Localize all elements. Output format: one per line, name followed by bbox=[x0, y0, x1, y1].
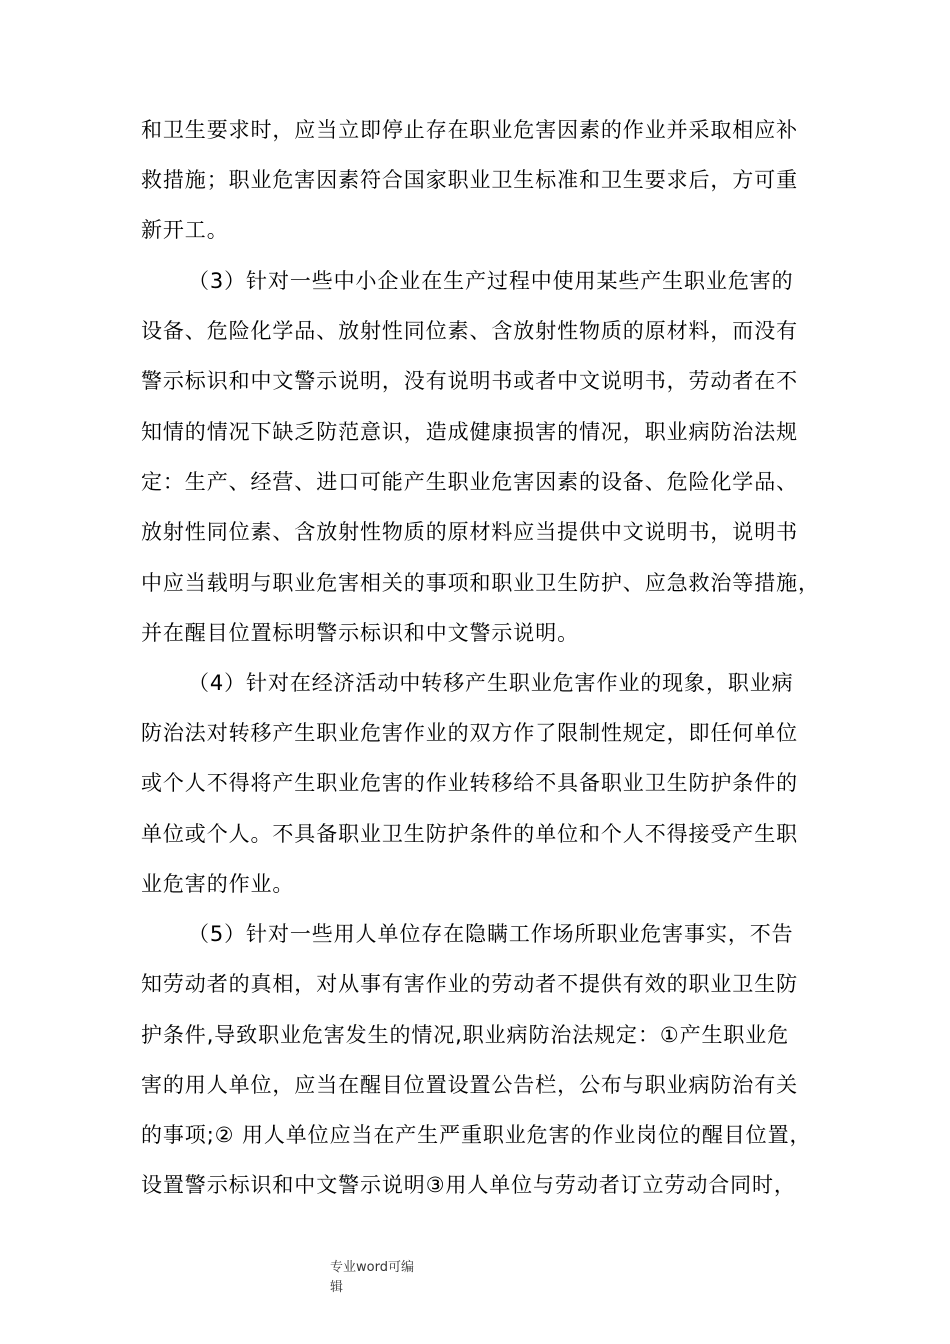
body-text-line: 业危害的作业。 bbox=[141, 872, 295, 896]
body-text-line: 定：生产、经营、进口可能产生职业危害因素的设备、危险化学品、 bbox=[141, 470, 798, 494]
body-text-line: 或个人不得将产生职业危害的作业转移给不具备职业卫生防护条件的 bbox=[141, 771, 798, 795]
paragraph-5-first-line: （5）针对一些用人单位存在隐瞒工作场所职业危害事实，不告 bbox=[188, 922, 794, 946]
page-footer bbox=[330, 1258, 440, 1298]
body-text-line: 和卫生要求时，应当立即停止存在职业危害因素的作业并采取相应补 bbox=[141, 118, 798, 142]
body-text-line: 设备、危险化学品、放射性同位素、含放射性物质的原材料，而没有 bbox=[141, 319, 798, 343]
body-text-line: 的事项;② 用人单位应当在产生严重职业危害的作业岗位的醒目位置， bbox=[141, 1123, 812, 1147]
body-text-line: 新开工。 bbox=[141, 218, 229, 242]
body-text-line: 防治法对转移产生职业危害作业的双方作了限制性规定，即任何单位 bbox=[141, 721, 798, 745]
body-text-line: 知情的情况下缺乏防范意识，造成健康损害的情况，职业病防治法规 bbox=[141, 420, 798, 444]
body-text-line: 设置警示标识和中文警示说明③用人单位与劳动者订立劳动合同时， bbox=[141, 1173, 796, 1197]
body-text-line: 中应当载明与职业危害相关的事项和职业卫生防护、应急救治等措施， bbox=[141, 571, 820, 595]
paragraph-3-first-line: （3）针对一些中小企业在生产过程中使用某些产生职业危害的 bbox=[188, 269, 794, 293]
body-text-line: 警示标识和中文警示说明，没有说明书或者中文说明书，劳动者在不 bbox=[141, 369, 798, 393]
body-text-line: 放射性同位素、含放射性物质的原材料应当提供中文说明书，说明书 bbox=[141, 520, 798, 544]
body-text-line: 护条件,导致职业危害发生的情况,职业病防治法规定：①产生职业危 bbox=[141, 1023, 790, 1047]
footer-text-line-1: 专业word可编 bbox=[330, 1260, 414, 1275]
footer-text-line-2: 辑 bbox=[330, 1280, 344, 1295]
body-text-line: 知劳动者的真相，对从事有害作业的劳动者不提供有效的职业卫生防 bbox=[141, 972, 798, 996]
body-text-line: 单位或个人。不具备职业卫生防护条件的单位和个人不得接受产生职 bbox=[141, 822, 798, 846]
paragraph-4-first-line: （4）针对在经济活动中转移产生职业危害作业的现象，职业病 bbox=[188, 671, 794, 695]
body-text-line: 害的用人单位，应当在醒目位置设置公告栏，公布与职业病防治有关 bbox=[141, 1073, 798, 1097]
body-text-line: 救措施；职业危害因素符合国家职业卫生标准和卫生要求后，方可重 bbox=[141, 168, 798, 192]
body-text-line: 并在醒目位置标明警示标识和中文警示说明。 bbox=[141, 621, 579, 645]
